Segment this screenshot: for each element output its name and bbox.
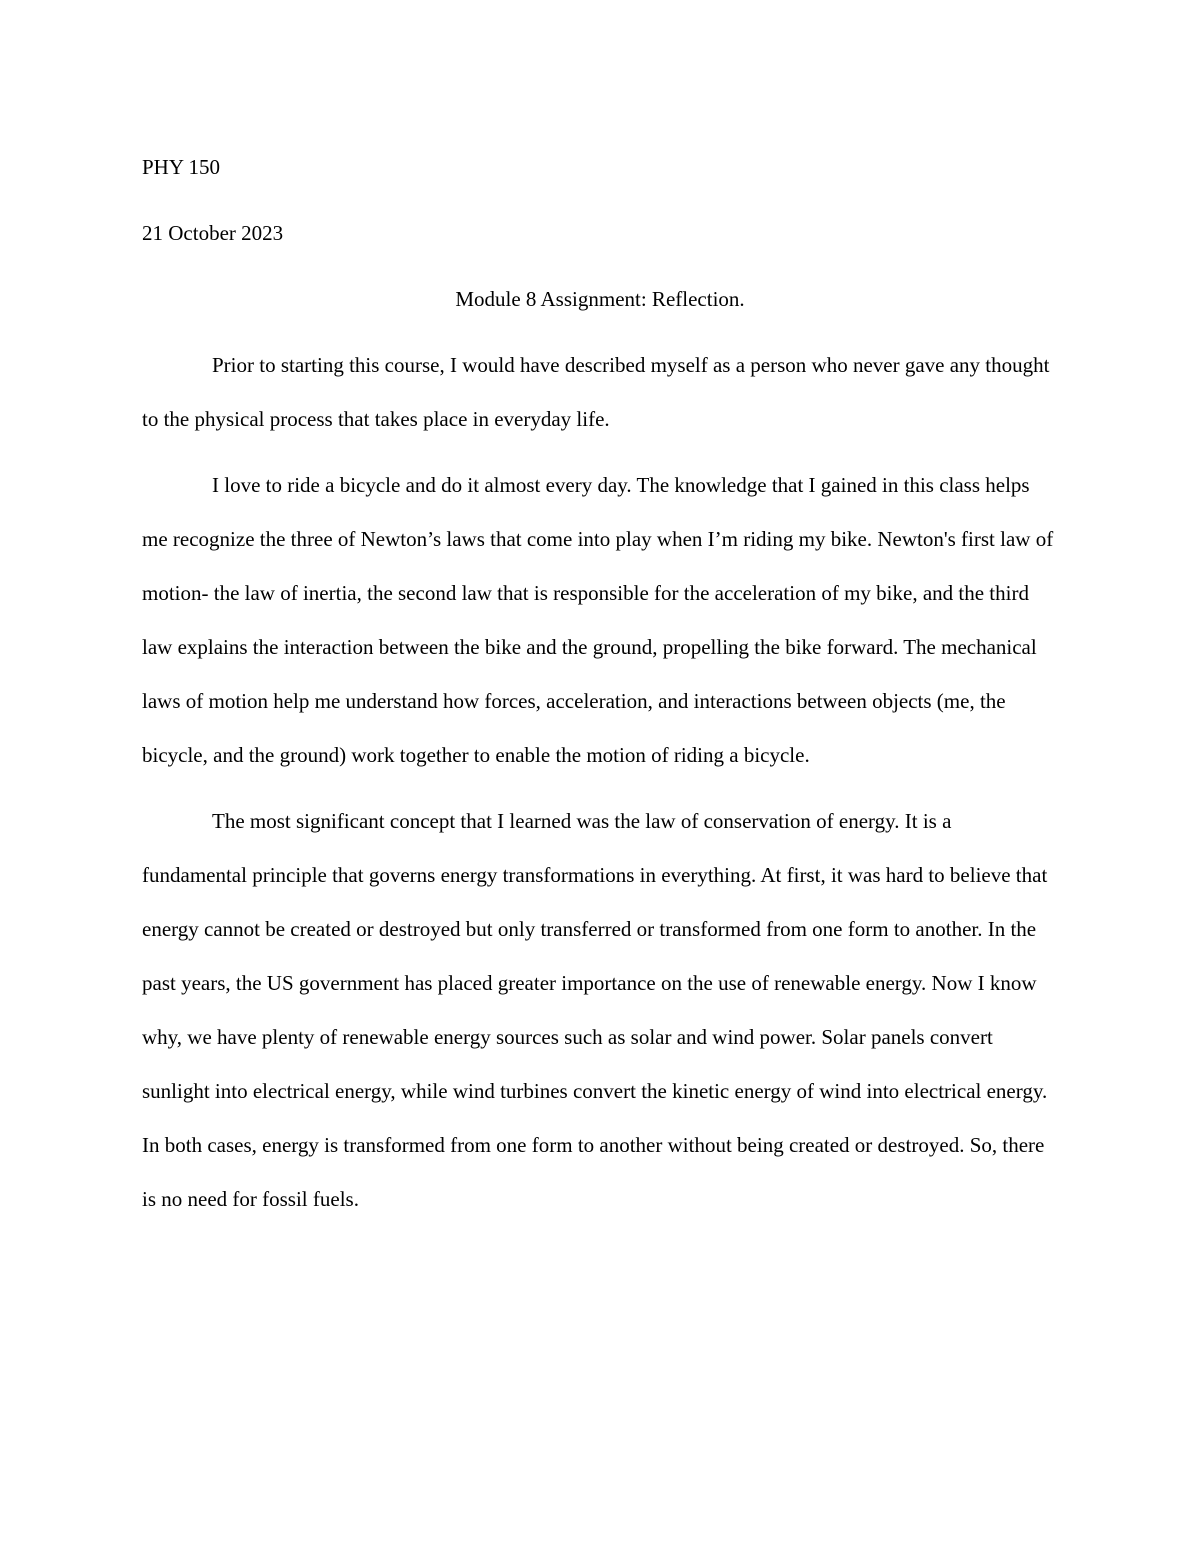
- spacer: [142, 260, 1058, 272]
- document-date: 21 October 2023: [142, 221, 284, 245]
- document-title: Module 8 Assignment: Reflection.: [455, 287, 745, 311]
- paragraph-intro: Prior to starting this course, I would have described myself as a person who never gave any thought to the physical process that takes place in everyday life.: [142, 353, 1050, 431]
- paragraph-energy: The most significant concept that I learned was the law of conservation of energy. It is a fundamental principle that governs energy transformations in everything. At first, it was hard to believe that energy cannot be created or destroyed but only transferred or transformed from one form to another. In the past years, the US government has placed greater importance on the use of renewable energy. Now I know why, we have plenty of renewable energy sources such as solar and wind power. Solar panels convert sunlight into electrical energy, while wind turbines convert the kinetic energy of wind into electrical energy. In both cases, energy is transformed from one form to another without being created or destroyed. So, there is no need for fossil fuels.: [142, 809, 1048, 1211]
- spacer: [142, 326, 1058, 338]
- spacer: [142, 446, 1058, 458]
- spacer: [142, 782, 1058, 794]
- course-code: PHY 150: [142, 155, 220, 179]
- spacer: [142, 194, 1058, 206]
- paragraph-bicycle: I love to ride a bicycle and do it almost every day. The knowledge that I gained in this class helps me recognize the three of Newton’s laws that come into play when I’m riding my bike. Newton's first law of motion- the law of inertia, the second law that is responsible for the acceleration of my bike, and the third law explains the interaction between the bike and the ground, propelling the bike forward. The mechanical laws of motion help me understand how forces, acceleration, and interactions between objects (me, the bicycle, and the ground) work together to enable the motion of riding a bicycle.: [142, 473, 1054, 767]
- document-body: [142, 140, 1058, 1226]
